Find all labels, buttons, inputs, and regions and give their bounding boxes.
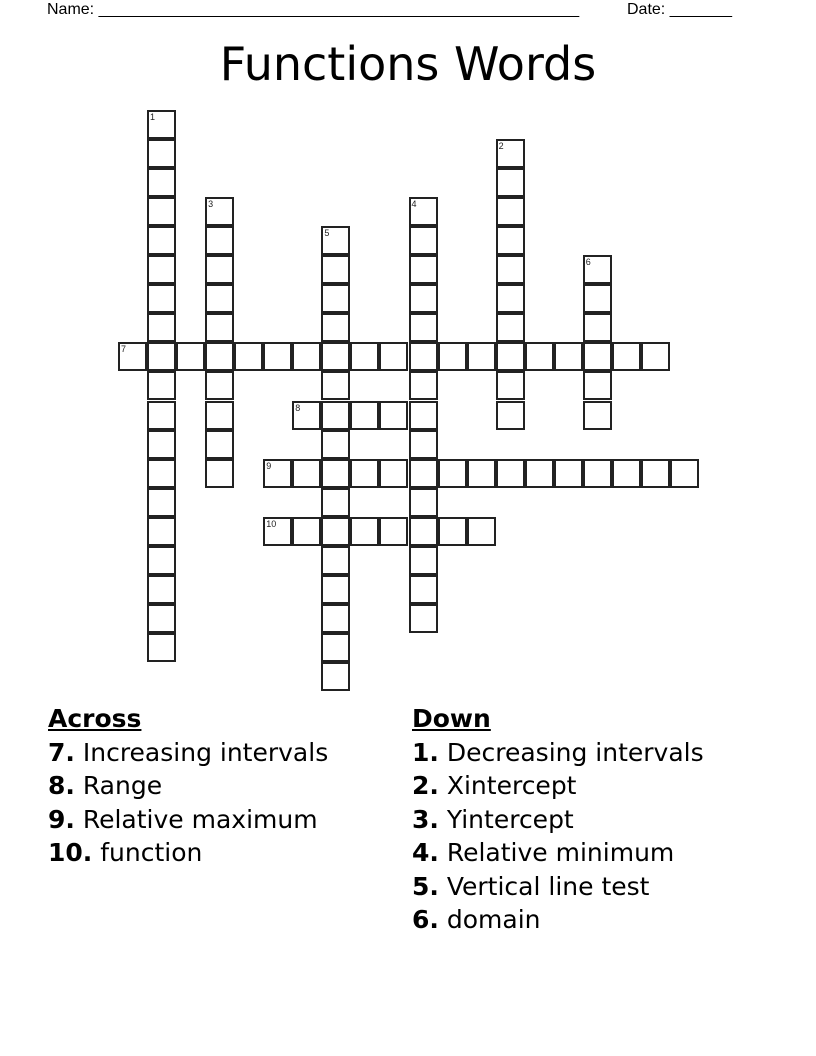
page-title: Functions Words	[219, 37, 597, 91]
grid-cell[interactable]	[467, 342, 496, 371]
grid-cell[interactable]	[467, 459, 496, 488]
grid-cell[interactable]	[583, 284, 612, 313]
grid-cell[interactable]	[321, 284, 350, 313]
grid-cell[interactable]	[205, 430, 234, 459]
grid-cell[interactable]	[205, 371, 234, 400]
grid-cell[interactable]	[205, 342, 234, 371]
grid-cell[interactable]	[321, 255, 350, 284]
grid-cell[interactable]	[321, 342, 350, 371]
across-clues	[48, 702, 328, 870]
grid-cell[interactable]	[409, 459, 438, 488]
grid-cell[interactable]	[321, 575, 350, 604]
clue-text: Yintercept	[446, 804, 574, 834]
grid-cell[interactable]	[321, 546, 350, 575]
grid-cell[interactable]	[205, 313, 234, 342]
grid-cell[interactable]	[670, 459, 699, 488]
grid-cell[interactable]	[205, 226, 234, 255]
grid-cell[interactable]	[321, 313, 350, 342]
grid-cell[interactable]	[263, 459, 292, 488]
clue-number: 7.	[48, 737, 75, 767]
grid-cell[interactable]	[147, 342, 176, 371]
grid-cell[interactable]	[147, 575, 176, 604]
grid-cell[interactable]	[409, 488, 438, 517]
grid-cell[interactable]	[147, 313, 176, 342]
grid-cell[interactable]	[147, 255, 176, 284]
clue-number: 8.	[48, 771, 75, 800]
clue-text: Vertical line test	[446, 871, 650, 901]
grid-cell[interactable]	[350, 459, 379, 488]
grid-cell[interactable]	[641, 459, 670, 488]
grid-cell[interactable]	[496, 371, 525, 400]
grid-cell[interactable]	[525, 342, 554, 371]
grid-cell[interactable]	[409, 226, 438, 255]
grid-cell[interactable]	[409, 517, 438, 546]
grid-cell[interactable]	[496, 342, 525, 371]
grid-cell[interactable]	[350, 342, 379, 371]
clue-text: Increasing intervals	[82, 737, 329, 767]
clue-text: Relative maximum	[82, 804, 318, 834]
clue-down	[412, 836, 704, 870]
clue-down	[412, 803, 704, 837]
grid-cell[interactable]	[612, 459, 641, 488]
clue-number-label: 3	[208, 199, 214, 210]
grid-cell[interactable]	[496, 139, 525, 168]
clue-number: 3.	[412, 804, 439, 834]
clue-number: 10.	[48, 838, 93, 867]
grid-cell[interactable]	[147, 110, 176, 139]
grid-cell[interactable]	[176, 342, 205, 371]
grid-cell[interactable]	[321, 401, 350, 430]
grid-cell[interactable]	[292, 459, 321, 488]
clue-number-label: 1	[150, 112, 156, 122]
grid-cell[interactable]	[321, 604, 350, 633]
grid-cell[interactable]	[147, 546, 176, 575]
clue-text: Relative minimum	[446, 838, 675, 867]
grid-cell[interactable]	[583, 255, 612, 284]
clue-down	[412, 736, 704, 770]
down-clues	[412, 702, 704, 937]
grid-cell[interactable]	[147, 371, 176, 400]
grid-cell[interactable]	[205, 459, 234, 488]
grid-cell[interactable]	[409, 197, 438, 226]
grid-cell[interactable]	[496, 197, 525, 226]
clue-text: Decreasing intervals	[446, 737, 704, 767]
clue-down	[412, 870, 704, 904]
grid-cell[interactable]	[641, 342, 670, 371]
grid-cell[interactable]	[525, 459, 554, 488]
grid-cell[interactable]	[409, 430, 438, 459]
grid-cell[interactable]	[583, 459, 612, 488]
grid-cell[interactable]	[350, 401, 379, 430]
clue-number-label: 10	[266, 518, 277, 529]
grid-cell[interactable]	[379, 459, 408, 488]
grid-cell[interactable]	[496, 459, 525, 488]
grid-cell[interactable]	[438, 517, 467, 546]
grid-cell[interactable]	[409, 575, 438, 604]
grid-cell[interactable]	[292, 517, 321, 546]
grid-cell[interactable]	[147, 168, 176, 197]
clue-number-label: 9	[266, 460, 272, 471]
grid-cell[interactable]	[147, 401, 176, 430]
grid-cell[interactable]	[321, 662, 350, 691]
grid-cell[interactable]	[147, 226, 176, 255]
clue-text: Xintercept	[446, 771, 577, 800]
grid-cell[interactable]	[263, 517, 292, 546]
grid-cell[interactable]	[379, 517, 408, 546]
grid-cell[interactable]	[583, 342, 612, 371]
clue-number: 5.	[412, 871, 439, 901]
grid-cell[interactable]	[147, 459, 176, 488]
grid-cell[interactable]	[147, 488, 176, 517]
across-heading: Across	[48, 704, 142, 733]
grid-cell[interactable]	[321, 371, 350, 400]
grid-cell[interactable]	[438, 459, 467, 488]
grid-cell[interactable]	[321, 633, 350, 662]
clue-down	[412, 769, 704, 803]
clue-number: 1.	[412, 737, 439, 767]
grid-cell[interactable]	[409, 284, 438, 313]
grid-cell[interactable]	[496, 168, 525, 197]
grid-cell[interactable]	[263, 342, 292, 371]
grid-cell[interactable]	[554, 459, 583, 488]
grid-cell[interactable]	[496, 284, 525, 313]
grid-cell[interactable]	[147, 604, 176, 633]
grid-cell[interactable]	[205, 284, 234, 313]
clue-across	[48, 803, 328, 837]
grid-cell[interactable]	[496, 313, 525, 342]
grid-cell[interactable]	[321, 430, 350, 459]
grid-cell[interactable]	[147, 430, 176, 459]
down-heading: Down	[412, 704, 491, 733]
clue-number: 4.	[412, 838, 439, 867]
grid-cell[interactable]	[496, 226, 525, 255]
grid-cell[interactable]	[350, 517, 379, 546]
grid-cell[interactable]	[409, 371, 438, 400]
grid-cell[interactable]	[496, 401, 525, 430]
grid-cell[interactable]	[205, 255, 234, 284]
grid-cell[interactable]	[612, 342, 641, 371]
clue-number-label: 8	[295, 402, 301, 413]
grid-cell[interactable]	[438, 342, 467, 371]
clue-number-label: 5	[324, 228, 330, 239]
grid-cell[interactable]	[409, 255, 438, 284]
grid-cell[interactable]	[583, 313, 612, 342]
name-field[interactable]: Name: ______________________________________________________	[47, 1, 580, 18]
grid-cell[interactable]	[467, 517, 496, 546]
clue-text: domain	[446, 905, 541, 934]
clue-down	[412, 903, 704, 937]
grid-cell[interactable]	[147, 633, 176, 662]
grid-cell[interactable]	[205, 401, 234, 430]
clue-number-label: 7	[121, 344, 127, 355]
clue-number-label: 6	[585, 257, 591, 268]
grid-cell[interactable]	[379, 401, 408, 430]
grid-cell[interactable]	[409, 546, 438, 575]
date-field[interactable]: Date: _______	[627, 1, 732, 18]
clue-across	[48, 769, 328, 803]
grid-cell[interactable]	[205, 197, 234, 226]
clue-number: 6.	[412, 905, 439, 934]
grid-cell[interactable]	[321, 517, 350, 546]
grid-cell[interactable]	[379, 342, 408, 371]
grid-cell[interactable]	[321, 226, 350, 255]
grid-cell[interactable]	[583, 371, 612, 400]
grid-cell[interactable]	[147, 197, 176, 226]
grid-cell[interactable]	[554, 342, 583, 371]
clue-number-label: 4	[411, 199, 417, 210]
clue-text: function	[100, 838, 203, 867]
grid-cell[interactable]	[583, 401, 612, 430]
clue-across	[48, 736, 328, 770]
grid-cell[interactable]	[234, 342, 263, 371]
grid-cell[interactable]	[409, 401, 438, 430]
clue-across	[48, 836, 328, 870]
grid-cell[interactable]	[409, 313, 438, 342]
clue-text: Range	[82, 771, 163, 800]
grid-cell[interactable]	[496, 255, 525, 284]
clue-number-label: 2	[498, 141, 504, 152]
grid-cell[interactable]	[409, 604, 438, 633]
grid-cell[interactable]	[292, 401, 321, 430]
clue-number: 9.	[48, 804, 75, 834]
grid-cell[interactable]	[147, 139, 176, 168]
grid-cell[interactable]	[321, 488, 350, 517]
grid-cell[interactable]	[409, 342, 438, 371]
grid-cell[interactable]	[147, 517, 176, 546]
clue-number: 2.	[412, 771, 439, 800]
grid-cell[interactable]	[292, 342, 321, 371]
grid-cell[interactable]	[118, 342, 147, 371]
grid-cell[interactable]	[147, 284, 176, 313]
grid-cell[interactable]	[321, 459, 350, 488]
